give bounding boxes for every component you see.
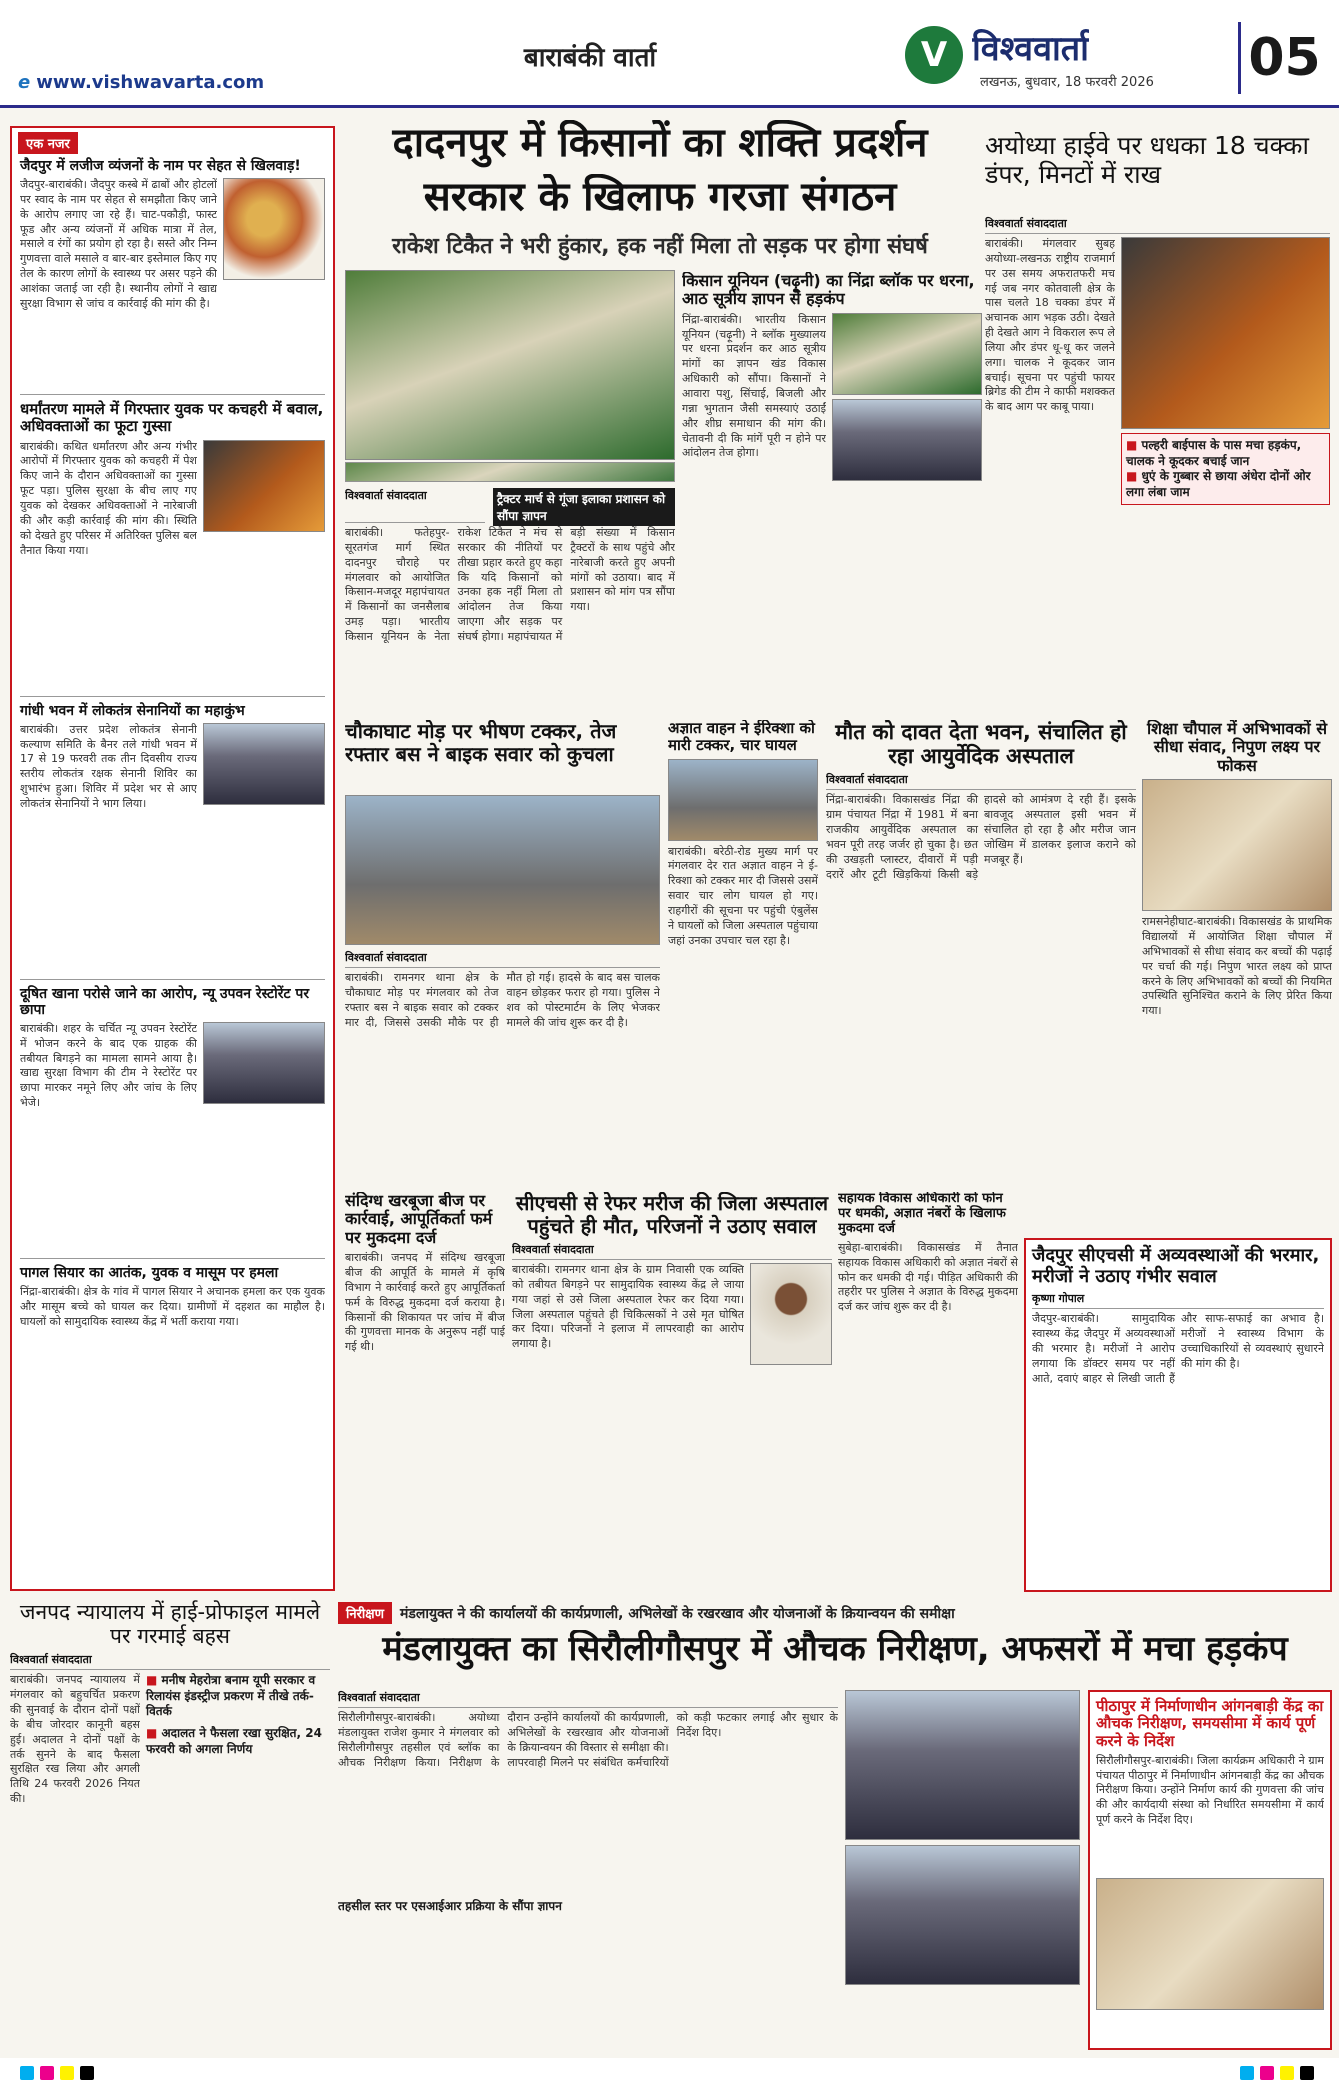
nirikshan-headline: मंडलायुक्त का सिरौलीगौसपुर में औचक निरीक्षण, अफसरों में मचा हड़कंप xyxy=(382,1630,1288,1669)
story-headline: पागल सियार का आतंक, युवक व मासूम पर हमला xyxy=(20,1264,279,1281)
brand-logo-icon: V xyxy=(905,26,963,84)
kisan-union-story xyxy=(682,272,982,712)
black-swatch-icon xyxy=(80,2066,94,2080)
story-body: सुबेहा-बाराबंकी। विकासखंड में तैनात सहायक विकास अधिकारी को अज्ञात नंबरों से फोन कर धमकी दी गई। पीड़ित अधिकारी की तहरीर पर पुलिस ने अज्ञात के विरुद्ध मुकदमा दर्ज कर जांच शुरू कर दी है। xyxy=(838,1240,1018,1314)
story-headline: जैदपुर में लजीज व्यंजनों के नाम पर सेहत से खिलवाड़! xyxy=(20,158,301,174)
yellow-swatch-icon xyxy=(60,2066,74,2080)
story-headline: अज्ञात वाहन ने ईरिक्शा को मारी टक्कर, चार घायल xyxy=(668,720,815,755)
nirikshan-headline-box xyxy=(338,1630,1332,1680)
ayodhya-bullet: ■ धुएं के गुब्बार से छाया अंधेरा दोनों ओर लगा लंबा जाम xyxy=(1126,469,1325,500)
story-body: रामसनेहीघाट-बाराबंकी। विकासखंड के प्राथमिक विद्यालयों में आयोजित शिक्षा चौपाल में अभिभावकों से सीधा संवाद कर बच्चों की पढ़ाई पर चर्चा की गई। निपुण भारत लक्ष्य को प्राप्त करने के लिए अभिभावकों को बच्चों की नियमित उपस्थिति सुनिश्चित कराने के लिए प्रेरित किया गया। xyxy=(1142,915,1332,1018)
rally-photo-strip xyxy=(345,462,675,482)
janpad-bullet: ■ मनीष मेहरोत्रा बनाम यूपी सरकार व रिलायंस इंडस्ट्रीज प्रकरण में तीखे तर्क-वितर्क xyxy=(146,1673,330,1720)
story-body: बाराबंकी। जनपद में संदिग्ध खरबूजा बीज की आपूर्ति के मामले में कृषि विभाग ने कार्रवाई करते हुए आपूर्तिकर्ता फर्म के विरुद्ध मुकदमा दर्ज कराया है। किसानों की शिकायत पर जांच में बीज की गुणवत्ता मानक के अनुरूप नहीं पाई गई थी। xyxy=(345,1251,505,1354)
chaukaghat-byline: विश्ववार्ता संवाददाता xyxy=(345,950,660,968)
story-headline: संदिग्ध खरबूजा बीज पर कार्रवाई, आपूर्तिकर्ता फर्म पर मुकदमा दर्ज xyxy=(345,1192,493,1247)
anganwadi-photo xyxy=(1096,1878,1324,2010)
story-body: बाराबंकी। शहर के चर्चित न्यू उपवन रेस्टोरेंट में भोजन करने के बाद एक ग्राहक की तबीयत बिगड़ने का मामला सामने आया है। खाद्य सुरक्षा विभाग की टीम ने रेस्टोरेंट पर छापा मारकर नमूने लिए और जांच के लिए भेजे। xyxy=(20,1021,197,1110)
story-headline: जनपद न्यायालय में हाई-प्रोफाइल मामले पर गरमाई बहस xyxy=(19,1600,321,1649)
ek-nazar-label: एक नजर xyxy=(18,132,78,154)
website-text: www.vishwavarta.com xyxy=(36,72,265,93)
restaurant-photo xyxy=(203,1022,325,1104)
chaukaghat-headline-box: चौकाघाट मोड़ पर भीषण टक्कर, तेज रफ्तार बस ने बाइक सवार को कुचला xyxy=(345,720,617,766)
magenta-swatch-icon xyxy=(40,2066,54,2080)
left-column xyxy=(10,126,335,1591)
print-registration-strip xyxy=(0,2058,1339,2087)
story-headline: जैदपुर सीएचसी में अव्यवस्थाओं की भरमार, मरीजों ने उठाए गंभीर सवाल xyxy=(1032,1245,1320,1287)
story-body: जैदपुर-बाराबंकी। सामुदायिक स्वास्थ्य केंद्र जैदपुर में अव्यवस्थाओं की भरमार है। मरीजों ने आरोप लगाया कि डॉक्टर समय पर नहीं आते, दवाएं बाहर से लिखी जाती हैं और साफ-सफाई का अभाव है। मरीजों ने स्वास्थ्य विभाग के उच्चाधिकारियों से व्यवस्थाएं सुधारने की मांग की है। xyxy=(1032,1312,1324,1385)
jaidpur-chc-story xyxy=(1024,1238,1332,1592)
burning-dumper-photo xyxy=(1121,237,1330,429)
memorandum-photo xyxy=(832,399,982,481)
ayodhya-bullet: ■ पल्हरी बाईपास के पास मचा हड़कंप, चालक ने कूदकर बचाई जान xyxy=(1126,438,1325,469)
story-headline: शिक्षा चौपाल में अभिभावकों से सीधा संवाद, निपुण लक्ष्य पर फोकस xyxy=(1146,720,1328,775)
inspection-photo-1 xyxy=(845,1690,1080,1840)
kharbooja-story xyxy=(345,1192,505,1592)
lead-body: बाराबंकी। फतेहपुर-सूरतगंज मार्ग स्थित दादनपुर चौराहे पर मंगलवार को आयोजित किसान-मजदूर महापंचायत में किसानों का जनसैलाब उमड़ पड़ा। भारतीय किसान यूनियन के नेता राकेश टिकैत ने मंच से सरकार की नीतियों पर तीखा प्रहार करते हुए कहा कि यदि किसानों को उनका हक नहीं मिला तो आंदोलन तेज किया जाएगा और सड़क पर संघर्ष होगा। महापंचायत में बड़ी संख्या में किसान ट्रैक्टरों के साथ पहुंचे और नारेबाजी करते हुए अपनी मांगों को उठाया। बाद में प्रशासन को मांग पत्र सौंपा गया। xyxy=(345,526,675,643)
story-headline: सहायक विकास अधिकारी को फोन पर धमकी, अज्ञात नंबरों के खिलाफ मुकदमा दर्ज xyxy=(838,1192,1006,1236)
lead-subhead: राकेश टिकैत ने भरी हुंकार, हक नहीं मिला तो सड़क पर होगा संघर्ष xyxy=(392,234,928,259)
nirikshan-subhead: तहसील स्तर पर एसआईआर प्रक्रिया के सौंपा ज्ञापन xyxy=(338,1899,562,1913)
story-body: बाराबंकी। जनपद न्यायालय में मंगलवार को बहुचर्चित प्रकरण की सुनवाई के दौरान दोनों पक्षों के बीच जोरदार कानूनी बहस हुई। अदालत ने दोनों पक्षों के तर्क सुनने के बाद फैसला सुरक्षित रख लिया और अगली तिथि 24 फरवरी 2026 नियत की। xyxy=(10,1673,140,1806)
story-headline: पीठापुर में निर्माणाधीन आंगनबाड़ी केंद्र का औचक निरीक्षण, समयसीमा में कार्य पूर्ण करने के निर्देश xyxy=(1096,1697,1324,1750)
inspection-photo-2 xyxy=(845,1845,1080,1985)
story-headline: धर्मांतरण मामले में गिरफ्तार युवक पर कचहरी में बवाल, अधिवक्ताओं का फूटा गुस्सा xyxy=(20,400,324,436)
story-headline: गांधी भवन में लोकतंत्र सेनानियों का महाकुंभ xyxy=(20,702,245,719)
black-swatch-icon xyxy=(1300,2066,1314,2080)
sahayak-story xyxy=(838,1192,1018,1592)
janpad-bullet: ■ अदालत ने फैसला रखा सुरक्षित, 24 फरवरी को अगला निर्णय xyxy=(146,1726,330,1757)
lead-headline-line1: दादनपुर में किसानों का शक्ति प्रदर्शन xyxy=(392,120,928,166)
chaukaghat-article xyxy=(345,950,660,1185)
pithapur-story xyxy=(1088,1690,1332,2050)
story-body: बाराबंकी। रामनगर थाना क्षेत्र के ग्राम निवासी एक व्यक्ति को तबीयत बिगड़ने पर सामुदायिक स्वास्थ्य केंद्र ले जाया गया जहां से उसे जिला अस्पताल रेफर कर दिया गया। जिला अस्पताल पहुंचते ही चिकित्सकों ने उसे मृत घोषित कर दिया। परिजनों ने इलाज में लापरवाही का आरोप लगाया है। xyxy=(512,1263,744,1351)
ayurvedic-story xyxy=(826,720,1136,1185)
page-number: 05 xyxy=(1238,22,1328,94)
court-photo xyxy=(203,440,325,532)
nirikshan-kicker-bar xyxy=(338,1600,1332,1626)
shiksha-photo xyxy=(1142,779,1332,911)
shiksha-story xyxy=(1142,720,1332,1185)
nirikshan-label: निरीक्षण xyxy=(338,1602,392,1624)
yellow-swatch-icon xyxy=(1280,2066,1294,2080)
chaukaghat-body: बाराबंकी। रामनगर थाना क्षेत्र के चौकाघाट मोड़ पर मंगलवार को तेज रफ्तार बस ने बाइक सवार को टक्कर मार दी, जिससे उसकी मौके पर ही मौत हो गई। हादसे के बाद बस चालक वाहन छोड़कर फरार हो गया। पुलिस ने शव को पोस्टमार्टम के लिए भेजकर मामले की जांच शुरू कर दी है। xyxy=(345,971,660,1029)
ayodhya-headline-box: अयोध्या हाईवे पर धधका 18 चक्का डंपर, मिनटों में राख xyxy=(985,132,1309,189)
story-body: निंद्रा-बाराबंकी। विकासखंड निंद्रा की ग्राम पंचायत निंद्रा में 1981 में बना राजकीय आयुर्वेदिक अस्पताल का भवन पूरी तरह जर्जर हो चुका है। छत की उखड़ती प्लास्टर, दीवारों में पड़ी दरारें और टूटी खिड़कियां किसी बड़े हादसे को आमंत्रण दे रही हैं। इसके बावजूद अस्पताल इसी भवन में संचालित हो रहा है और मरीज जान जोखिम में डालकर इलाज कराने को मजबूर हैं। xyxy=(826,793,1136,881)
story-body: निंद्रा-बाराबंकी। भारतीय किसान यूनियन (चढ़ूनी) ने ब्लॉक मुख्यालय पर धरना प्रदर्शन कर आठ सूत्रीय मांगों का ज्ञापन खंड विकास अधिकारी को सौंपा। किसानों ने आवारा पशु, सिंचाई, बिजली और गन्ना भुगतान जैसी समस्याएं उठाईं और शीघ्र समाधान की मांग की। चेतावनी दी कि मांगें पूरी न होने पर आंदोलन तेज होगा। xyxy=(682,312,826,460)
story-body: सिरौलीगौसपुर-बाराबंकी। जिला कार्यक्रम अधिकारी ने ग्राम पंचायत पीठापुर में निर्माणाधीन आंगनबाड़ी केंद्र का औचक निरीक्षण किया। उन्होंने निर्माण कार्य की गुणवत्ता की जांच की और कार्यदायी संस्था को निर्धारित समयसीमा में कार्य पूर्ण करने के निर्देश दिए। xyxy=(1096,1753,1324,1827)
story-headline: सीएचसी से रेफर मरीज की जिला अस्पताल पहुंचते ही मौत, परिजनों ने उठाए सवाल xyxy=(515,1192,829,1238)
nirikshan-byline: विश्ववार्ता संवाददाता xyxy=(338,1690,838,1708)
dateline: लखनऊ, बुधवार, 18 फरवरी 2026 xyxy=(980,75,1154,90)
story-body: जैदपुर-बाराबंकी। जैदपुर कस्बे में ढाबों और होटलों पर स्वाद के नाम पर सेहत से समझौता किए जाने के आरोप लगाए जा रहे हैं। चाट-पकौड़ी, फास्ट फूड और अन्य व्यंजनों में अधिक मात्रा में तेल, मसाले व रंगों का प्रयोग हो रहा है। सस्ते और निम्न गुणवत्ता वाले मसाले व बार-बार इस्तेमाल किए गए तेल के कारण लोगों के स्वास्थ्य पर असर पड़ने की आशंका जताई जा रही है। स्थानीय लोगों ने खाद्य सुरक्षा विभाग से जांच व कार्रवाई की मांग की है। xyxy=(20,178,217,310)
story-headline: मौत को दावत देता भवन, संचालित हो रहा आयुर्वेदिक अस्पताल xyxy=(835,720,1127,769)
janpad-byline: विश्ववार्ता संवाददाता xyxy=(10,1652,330,1670)
ayurvedic-byline: विश्ववार्ता संवाददाता xyxy=(826,772,1136,790)
magenta-swatch-icon xyxy=(1260,2066,1274,2080)
story-headline: दूषित खाना परोसे जाने का आरोप, न्यू उपवन रेस्टोरेंट पर छापा xyxy=(20,985,310,1018)
website-url[interactable] xyxy=(18,72,264,93)
cyan-swatch-icon xyxy=(1240,2066,1254,2080)
story-body: बाराबंकी। बरेठी-रोड मुख्य मार्ग पर मंगलवार देर रात अज्ञात वाहन ने ई-रिक्शा को टक्कर मार दी जिससे उसमें सवार चार लोग घायल हो गए। राहगीरों की सूचना पर पहुंची एंबुलेंस ने घायलों को जिला अस्पताल पहुंचाया जहां उनका उपचार चल रहा है। xyxy=(668,844,818,947)
story-body: बाराबंकी। कथित धर्मांतरण और अन्य गंभीर आरोपों में गिरफ्तार युवक को कचहरी में पेश किए जाने के दौरान अधिवक्ताओं का गुस्सा फूट पड़ा। पुलिस सुरक्षा के बीच लाए गए युवक को देखकर अधिवक्ताओं ने नारेबाजी की और कड़ी कार्रवाई की मांग की। स्थिति को देखते हुए परिसर में अतिरिक्त पुलिस बल तैनात किया गया। xyxy=(20,439,197,557)
nirikshan-body: सिरौलीगौसपुर-बाराबंकी। अयोध्या मंडलायुक्त राजेश कुमार ने मंगलवार को सिरौलीगौसपुर तहसील एवं ब्लॉक का औचक निरीक्षण किया। निरीक्षण के दौरान उन्होंने कार्यालयों की कार्यप्रणाली, अभिलेखों के रखरखाव और योजनाओं के क्रियान्वयन की विस्तार से समीक्षा की। लापरवाही मिलने पर संबंधित कर्मचारियों को कड़ी फटकार लगाई और सुधार के निर्देश दिए। xyxy=(338,1711,838,1769)
janpad-story xyxy=(10,1600,330,2050)
lead-headline-line2: सरकार के खिलाफ गरजा संगठन xyxy=(423,174,897,220)
erickshaw-photo xyxy=(668,759,818,841)
nirikshan-kicker: मंडलायुक्त ने की कार्यालयों की कार्यप्रणाली, अभिलेखों के रखरखाव और योजनाओं के क्रियान्वयन की समीक्षा xyxy=(400,1605,955,1622)
gandhi-bhavan-photo xyxy=(203,723,325,805)
lead-article xyxy=(345,488,675,708)
story-body: निंद्रा-बाराबंकी। क्षेत्र के गांव में पागल सियार ने अचानक हमला कर एक युवक और मासूम बच्चे को घायल कर दिया। ग्रामीणों में दहशत का माहौल है। घायलों को सामुदायिक स्वास्थ्य केंद्र में भर्ती कराया गया। xyxy=(20,1284,325,1328)
nirikshan-article xyxy=(338,1690,838,2050)
cheshc-byline: विश्ववार्ता संवाददाता xyxy=(512,1242,832,1260)
cyan-swatch-icon xyxy=(20,2066,34,2080)
edge-icon: e xyxy=(18,72,31,93)
erickshaw-story xyxy=(668,720,818,1185)
story-headline: किसान यूनियन (चढ़ूनी) का निंद्रा ब्लॉक पर धरना, आठ सूत्रीय ज्ञापन से हड़कंप xyxy=(682,272,975,309)
deceased-photo xyxy=(750,1263,832,1365)
brand-name: विश्ववार्ता xyxy=(972,29,1089,69)
ayodhya-story xyxy=(985,216,1330,721)
section-title: बाराबंकी वार्ता xyxy=(523,43,657,73)
jaidpur-byline: कृष्णा गोपाल xyxy=(1032,1291,1324,1309)
lead-caption: ट्रैक्टर मार्च से गूंजा इलाका प्रशासन को सौंपा ज्ञापन xyxy=(493,488,675,526)
lead-byline: विश्ववार्ता संवाददाता xyxy=(345,488,485,523)
chc-refer-story xyxy=(512,1192,832,1592)
story-body: बाराबंकी। उत्तर प्रदेश लोकतंत्र सेनानी कल्याण समिति के बैनर तले गांधी भवन में 17 से 19 फरवरी तक तीन दिवसीय राज्य स्तरीय लोकतंत्र रक्षक सेनानी शिविर का शुभारंभ हुआ। शिविर में प्रदेश भर से आए लोकतंत्र सेनानियों ने भाग लिया। xyxy=(20,722,197,810)
ayodhya-body: बाराबंकी। मंगलवार सुबह अयोध्या-लखनऊ राष्ट्रीय राजमार्ग पर उस समय अफरातफरी मच गई जब नगर कोतवाली क्षेत्र के पास चलते 18 चक्का डंपर में अचानक आग भड़क उठी। देखते ही देखते आग ने विकराल रूप ले लिया और डंपर धू-धू कर जलने लगा। चालक ने कूदकर जान बचाई। सूचना पर पहुंची फायर ब्रिगेड की टीम ने काफी मशक्कत के बाद आग पर काबू पाया। xyxy=(985,237,1115,414)
dharna-photo xyxy=(832,313,982,395)
accident-bus-photo xyxy=(345,795,660,945)
ayodhya-byline: विश्ववार्ता संवाददाता xyxy=(985,216,1330,234)
kisan-rally-photo xyxy=(345,270,675,460)
food-photo xyxy=(223,178,325,280)
